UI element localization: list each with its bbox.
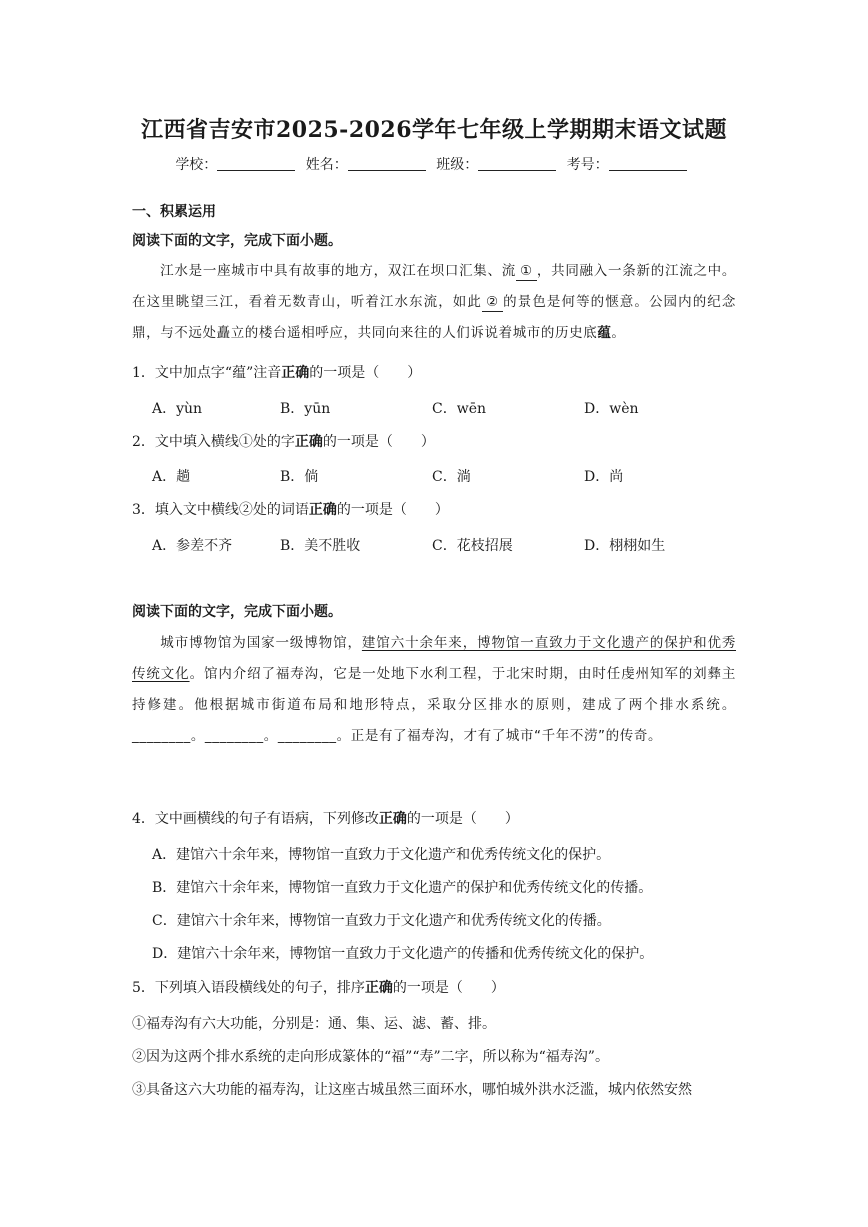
sentence-3: ③具备这六大功能的福寿沟，让这座古城虽然三面环水，哪怕城外洪水泛滥，城内依然安然	[132, 1082, 692, 1098]
class-label: 班级：	[436, 157, 479, 173]
separator: 。	[263, 728, 278, 744]
fill-blank-1: ________	[132, 728, 191, 744]
separator: 。	[190, 728, 205, 744]
school-label: 学校：	[175, 157, 218, 173]
question-3-stem-end: 的一项是（ ）	[336, 502, 449, 518]
question-4	[132, 808, 519, 828]
option-c[interactable]: C．淌	[432, 469, 471, 485]
question-5-stem-end: 的一项是（ ）	[392, 980, 505, 996]
question-1	[132, 362, 421, 382]
question-4-option-a[interactable]: A．建馆六十余年来，博物馆一直致力于文化遗产和优秀传统文化的保护。	[152, 847, 611, 863]
question-3-stem: 3．填入文中横线②处的词语	[132, 502, 309, 518]
school-blank[interactable]	[217, 156, 295, 171]
question-5-emphasis: 正确	[364, 980, 393, 996]
question-1-stem-end: 的一项是（ ）	[309, 365, 422, 381]
student-info-line	[0, 154, 868, 174]
passage-1-part1: 江水是一座城市中具有故事的地方，双江在坝口汇集、流	[160, 263, 517, 279]
class-blank[interactable]	[478, 156, 556, 171]
passage-1-part3: 的景色是何等的惬意。公园内的纪念鼎，与不远处矗立的楼台遥相呼应，共同向来往的人们诉说着城市的历史底	[132, 294, 736, 341]
question-1-emphasis: 正确	[281, 365, 310, 381]
passage-1	[132, 256, 736, 349]
question-3-emphasis: 正确	[308, 502, 337, 518]
dotted-char: 蕴	[597, 325, 612, 341]
question-5	[132, 977, 505, 997]
passage-1-part2: ，共同融入一条新的江流之中。在这里眺望三江，看着无数青山，听着江水东流，如此	[132, 263, 737, 310]
option-b[interactable]: B．美不胜收	[280, 538, 361, 554]
exam-no-blank[interactable]	[609, 156, 687, 171]
sentence-1: ①福寿沟有六大功能，分别是：通、集、运、滤、蓄、排。	[132, 1016, 496, 1032]
option-d[interactable]: D．wèn	[584, 401, 639, 417]
question-1-stem: 1．文中加点字“蕴”注音	[132, 365, 282, 381]
question-4-emphasis: 正确	[378, 811, 407, 827]
passage-2-part3: 。正是有了福寿沟，才有了城市“千年不涝”的传奇。	[336, 728, 663, 744]
option-c[interactable]: C．花枝招展	[432, 538, 513, 554]
section1-instruction: 阅读下面的文字，完成下面小题。	[132, 233, 342, 249]
section-title: 一、积累运用	[132, 204, 216, 220]
question-4-option-b[interactable]: B．建馆六十余年来，博物馆一直致力于文化遗产的保护和优秀传统文化的传播。	[152, 880, 653, 896]
question-4-option-c[interactable]: C．建馆六十余年来，博物馆一直致力于文化遗产和优秀传统文化的传播。	[152, 913, 611, 929]
option-b[interactable]: B．倘	[280, 469, 319, 485]
option-a[interactable]: A．趟	[152, 469, 191, 485]
name-blank[interactable]	[348, 156, 426, 171]
passage-2-part2: 。馆内介绍了福寿沟，它是一处地下水利工程，于北宋时期，由时任虔州知军的刘彝主持修建。他根据城市街道布局和地形特点，采取分区排水的原则，建成了两个排水系统。	[132, 666, 736, 713]
passage-2	[132, 628, 736, 752]
option-c[interactable]: C．wēn	[432, 401, 486, 417]
section2-instruction: 阅读下面的文字，完成下面小题。	[132, 604, 342, 620]
fill-blank-3: ________	[277, 728, 337, 744]
page-title: 江西省吉安市2025-2026学年七年级上学期期末语文试题	[140, 117, 728, 143]
question-4-option-d[interactable]: D．建馆六十余年来，博物馆一直致力于文化遗产的传播和优秀传统文化的保护。	[152, 946, 654, 962]
passage-1-part4: 。	[611, 325, 626, 341]
fill-blank-2: ________	[204, 728, 264, 744]
option-d[interactable]: D．栩栩如生	[584, 538, 666, 554]
option-a[interactable]: A．yùn	[152, 401, 203, 417]
question-5-stem: 5．下列填入语段横线处的句子，排序	[132, 980, 365, 996]
option-a[interactable]: A．参差不齐	[152, 538, 233, 554]
sentence-2: ②因为这两个排水系统的走向形成篆体的“福”“寿”二字，所以称为“福寿沟”。	[132, 1049, 609, 1065]
question-3	[132, 499, 449, 519]
question-4-stem-end: 的一项是（ ）	[406, 811, 519, 827]
question-2-stem: 2．文中填入横线①处的字	[132, 434, 295, 450]
blank-2: ②	[482, 293, 503, 312]
exam-no-label: 考号：	[566, 157, 609, 173]
question-2-stem-end: 的一项是（ ）	[322, 434, 435, 450]
passage-2-part1: 城市博物馆为国家一级博物馆，	[160, 635, 362, 651]
question-4-stem: 4．文中画横线的句子有语病，下列修改	[132, 811, 379, 827]
question-2	[132, 431, 435, 451]
underlined-sentence: 建馆六十余年来，博物馆一直致力于文化遗产的保护和优秀传统文化	[132, 635, 736, 682]
blank-1: ①	[516, 262, 537, 281]
option-b[interactable]: B．yūn	[280, 401, 331, 417]
name-label: 姓名：	[305, 157, 348, 173]
option-d[interactable]: D．尚	[584, 469, 624, 485]
question-2-emphasis: 正确	[294, 434, 323, 450]
